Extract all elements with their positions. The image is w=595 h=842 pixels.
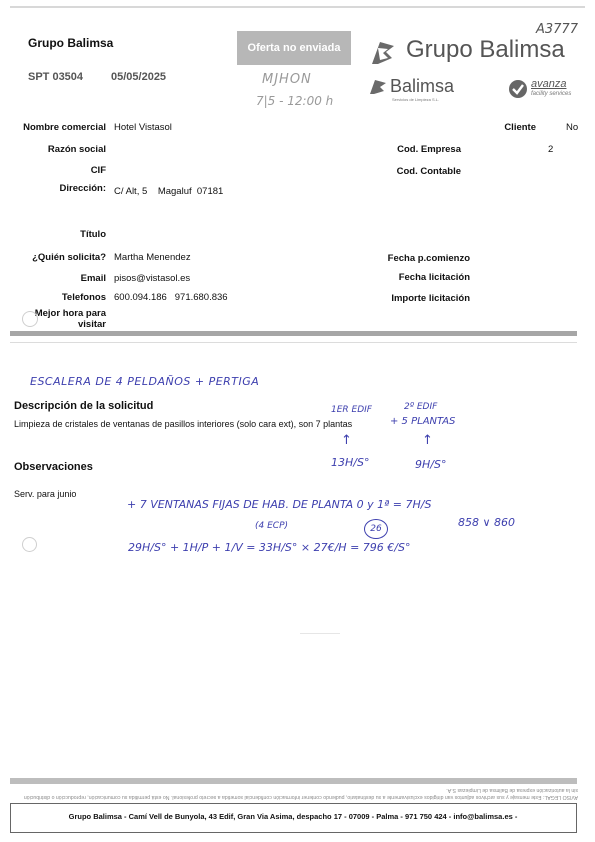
- value-telefonos: 600.094.186 971.680.836: [114, 292, 228, 303]
- section-divider-shadow: [10, 342, 577, 343]
- value-quien-solicita: Martha Menendez: [114, 252, 191, 263]
- logo-sub-text: Balimsa: [390, 76, 455, 96]
- punch-hole: [22, 311, 38, 327]
- value-nombre-comercial: Hotel Vistasol: [114, 122, 172, 133]
- label-cliente: Cliente: [504, 122, 536, 133]
- logo-main-text: Grupo Balimsa: [406, 36, 565, 63]
- handwritten-hours-1: 13H/S°: [331, 456, 370, 469]
- label-direccion: Dirección:: [59, 183, 106, 194]
- footer-legal-notice: AVISO LEGAL: Este mensaje y sus archivos adjuntos van dirigidos exclusivamente a su destinatario, pudiendo contener información confidencial sometida a secreto profesional. No está permitida su comunicación, reproducción o distribución sin la autorización expresa de Balimsa de Limpiezas S.A.: [23, 787, 578, 800]
- handwritten-prices: 858 ∨ 860: [458, 516, 516, 529]
- label-cod-empresa: Cod. Empresa: [397, 144, 461, 155]
- avanza-logo: [508, 78, 588, 102]
- status-badge: Oferta no enviada: [237, 31, 351, 65]
- handwritten-hours-2: 9H/S°: [415, 458, 447, 471]
- handwritten-plantas: + 5 PLANTAS: [390, 416, 456, 427]
- description-text: Limpieza de cristales de ventanas de pasillos interiores (solo cara ext), son 7 plantas: [14, 419, 353, 429]
- handwritten-edif2: 2º EDIF: [404, 402, 438, 412]
- footer-address: Grupo Balimsa - Camí Vell de Bunyola, 43 Edif, Gran Via Asima, despacho 17 - 07009 - Palma - 971 750 424 - info@balimsa.es -: [68, 812, 518, 821]
- balimsa-sub-logo: [368, 76, 488, 106]
- punch-hole: [22, 537, 37, 552]
- label-mejor-hora: Mejor hora para visitar: [34, 308, 106, 330]
- label-email: Email: [80, 273, 106, 284]
- label-telefonos: Telefonos: [61, 292, 106, 303]
- description-title: Descripción de la solicitud: [14, 400, 154, 412]
- avanza-check-icon: [508, 79, 528, 99]
- label-importe-licitacion: Importe licitación: [391, 293, 470, 304]
- label-fecha-comienzo: Fecha p.comienzo: [387, 253, 470, 264]
- label-razon-social: Razón social: [47, 144, 106, 155]
- grupo-balimsa-logo: [366, 34, 578, 70]
- value-cod-empresa: 2: [548, 144, 554, 155]
- logo-sub-caption: Servicios de Limpieza S.L.: [392, 97, 440, 102]
- label-nombre-comercial: Nombre comercial: [23, 122, 106, 133]
- section-divider: [10, 331, 577, 336]
- handwritten-windows-note: + 7 VENTANAS FIJAS DE HAB. DE PLANTA 0 y 1ª = 7H/S: [127, 498, 432, 511]
- value-email: pisos@vistasol.es: [114, 273, 191, 284]
- handwritten-arrow-1: ↑: [341, 433, 352, 448]
- avanza-text: avanza: [531, 78, 567, 90]
- document-code: SPT 03504: [28, 71, 84, 83]
- handwritten-calculation: 29H/S° + 1H/P + 1/V = 33H/S° × 27€/H = 796 €/S°: [128, 541, 411, 554]
- avanza-caption: facility services: [531, 91, 572, 97]
- balimsa-mark-icon: [368, 38, 398, 68]
- top-rule: [10, 6, 585, 8]
- faint-mark: [300, 633, 340, 634]
- value-cliente: No: [566, 122, 579, 133]
- observations-title: Observaciones: [14, 461, 93, 473]
- handwritten-arrow-2: ↑: [422, 433, 433, 448]
- handwritten-circled-number: 26: [364, 519, 388, 539]
- label-cif: CIF: [90, 165, 106, 176]
- handwritten-date: 7|5 - 12:00 h: [256, 94, 334, 108]
- document-date: 05/05/2025: [111, 71, 167, 83]
- handwritten-name: MJHON: [262, 72, 312, 87]
- footer-top-rule: [10, 778, 577, 784]
- label-cod-contable: Cod. Contable: [396, 166, 461, 177]
- handwritten-reference: A3777: [536, 22, 578, 37]
- handwritten-ladder-note: ESCALERA DE 4 PELDAÑOS + PERTIGA: [30, 375, 260, 388]
- label-quien-solicita: ¿Quién solicita?: [32, 252, 106, 263]
- observations-text: Serv. para junio: [14, 489, 77, 499]
- handwritten-small-note: (4 ECP): [255, 521, 289, 531]
- label-fecha-licitacion: Fecha licitación: [398, 272, 470, 283]
- company-name: Grupo Balimsa: [28, 36, 114, 50]
- label-titulo: Título: [80, 229, 106, 240]
- handwritten-edif1: 1ER EDIF: [331, 405, 372, 415]
- balimsa-small-mark-icon: [368, 78, 388, 96]
- value-direccion: C/ Alt, 5 Magaluf 07181: [114, 186, 224, 197]
